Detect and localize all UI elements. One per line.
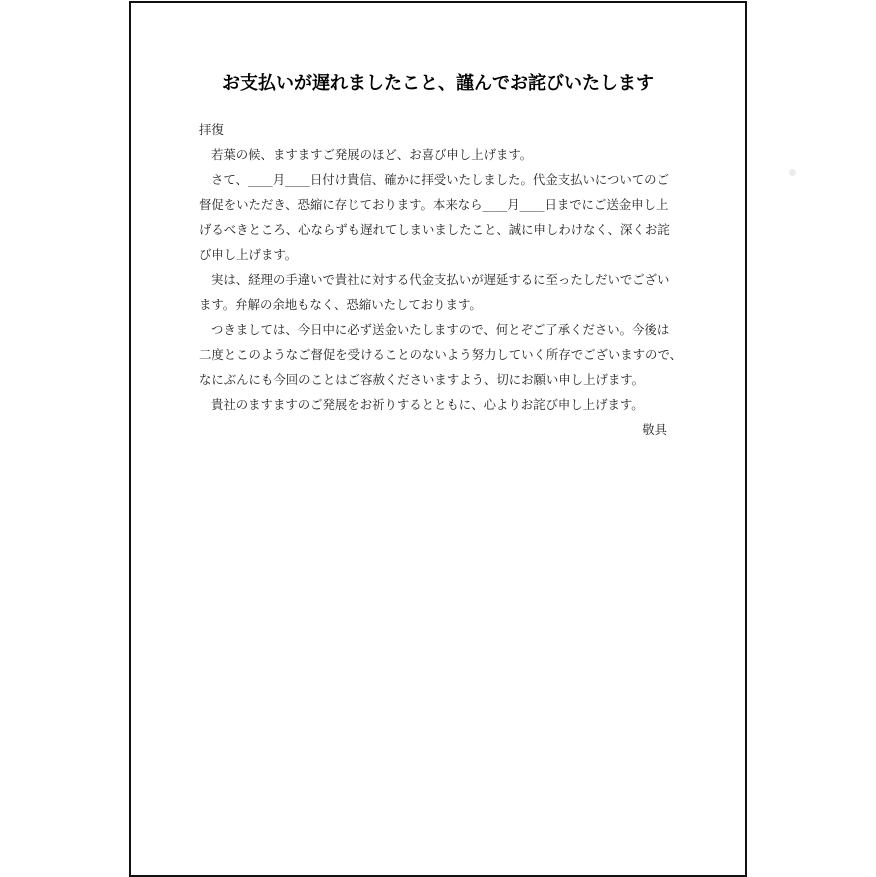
paragraph-greeting: 若葉の候、ますますご発展のほど、お喜び申し上げます。 [211, 147, 533, 162]
paragraph-line: ます。弁解の余地もなく、恐縮いたしております。 [199, 297, 482, 312]
paragraph-line: 二度とこのようなご督促を受けることのないよう努力していく所存でございますので、 [199, 347, 682, 362]
letter-page [129, 1, 747, 877]
paragraph-line: 督促をいただき、恐縮に存じております。本来なら____月____日までにご送金申し上 [199, 197, 669, 212]
paragraph-line: 実は、経理の手違いで貴社に対する代金支払いが遅延するに至ったしだいでござい [211, 272, 670, 287]
paragraph-line: 貴社のますますのご発展をお祈りするとともに、心よりお詫び申し上げます。 [211, 397, 644, 412]
stray-dot [789, 169, 796, 176]
paragraph-line: げるべきところ、心ならずも遅れてしまいましたこと、誠に申しわけなく、深くお詫 [199, 222, 670, 237]
paragraph-line: び申し上げます。 [199, 247, 298, 262]
paragraph-line: つきましては、今日中に必ず送金いたしますので、何とぞご了承ください。今後は [211, 322, 670, 337]
paragraph-line: さて、____月____日付け貴信、確かに拝受いたしました。代金支払いについてのご [211, 172, 669, 187]
salutation: 拝復 [199, 122, 224, 137]
letter-body [199, 117, 689, 442]
letter-title: お支払いが遅れましたこと、謹んでお詫びいたします [222, 73, 654, 94]
paragraph-line: なにぶんにも今回のことはご容赦くださいますよう、切にお願い申し上げます。 [199, 372, 645, 387]
closing-signoff: 敬具 [642, 422, 667, 437]
